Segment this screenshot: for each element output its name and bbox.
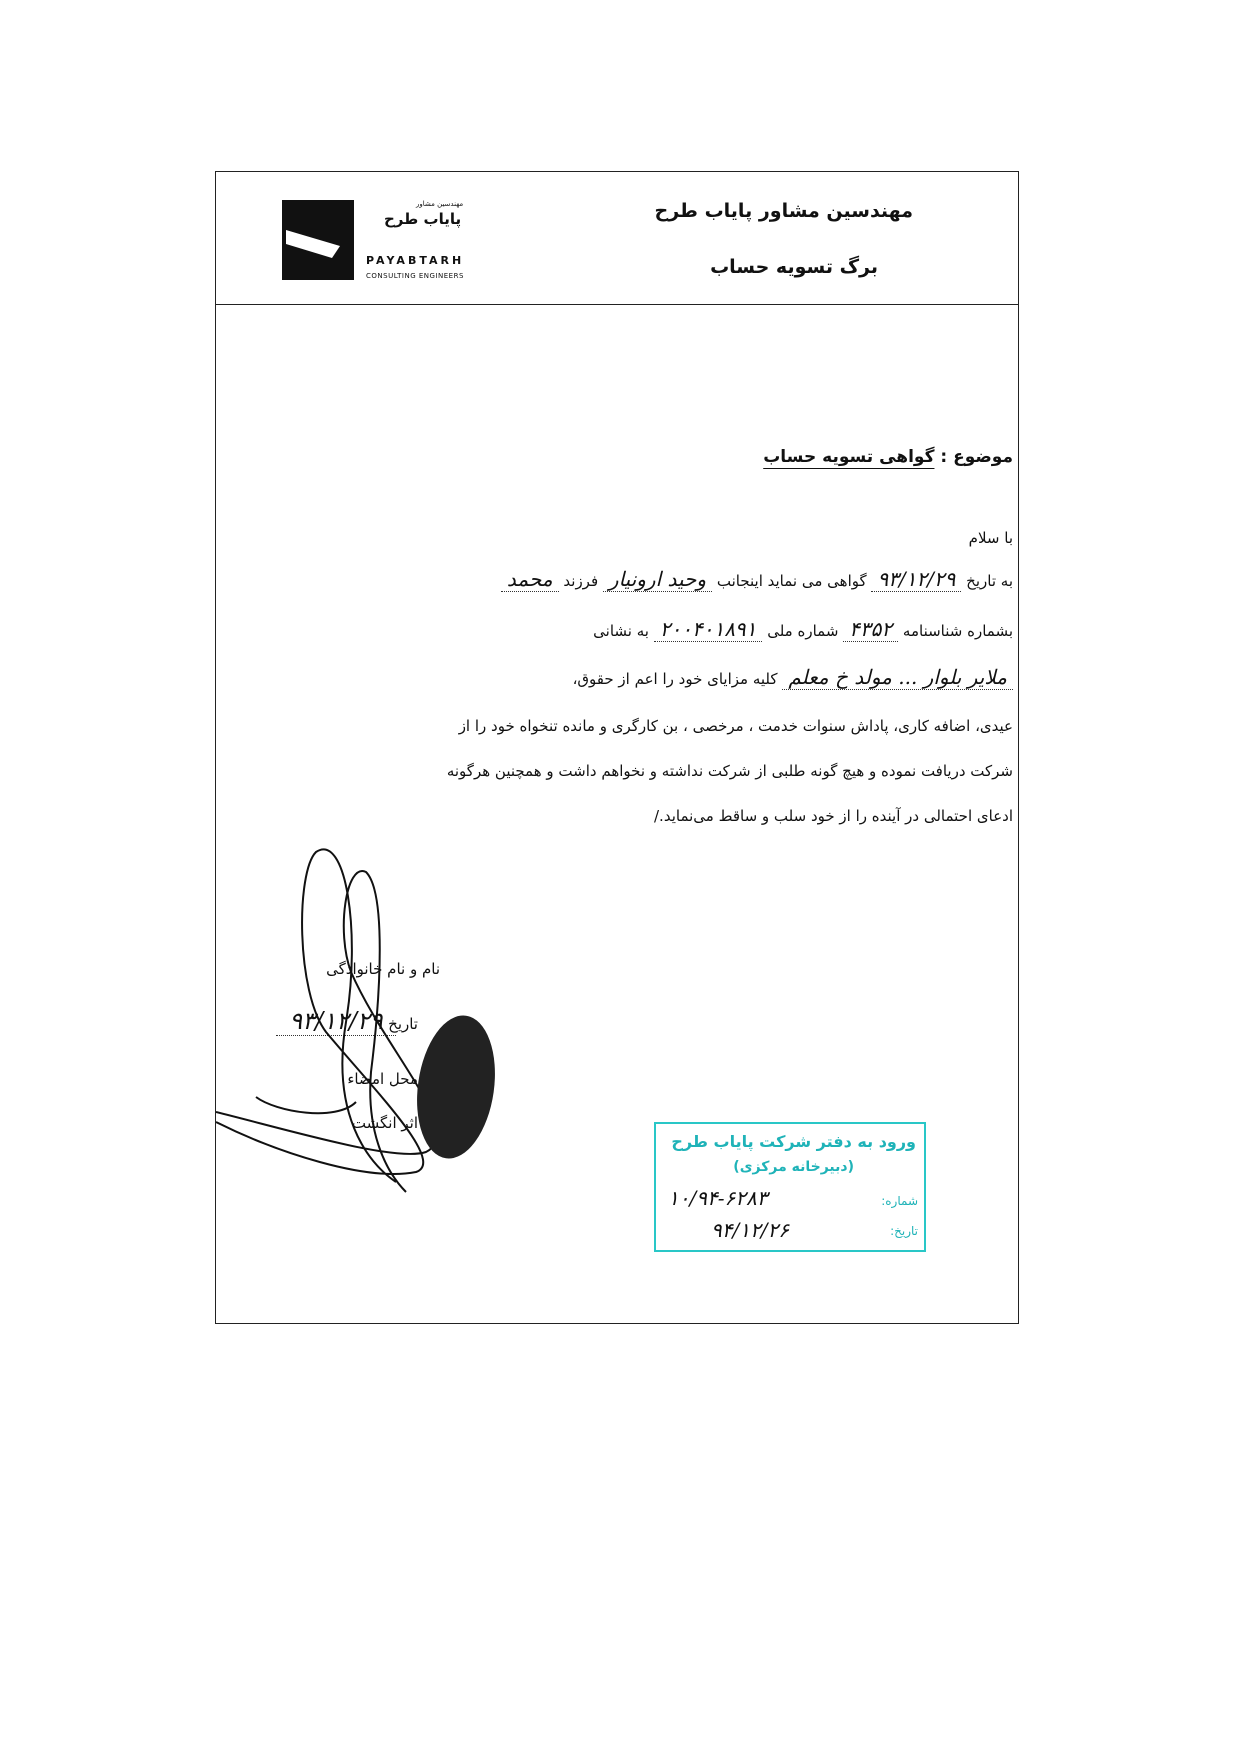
national-id-value: ۲۰۰۴۰۱۸۹۱	[654, 617, 763, 642]
certify-text: گواهی می نماید اینجانب	[716, 572, 867, 590]
stamp-title: ورود به دفتر شرکت پایاب طرح	[671, 1132, 916, 1151]
body-line-5: شرکت دریافت نموده و هیچ گونه طلبی از شرکت نداشته و نخواهم داشت و همچنین هرگونه	[446, 762, 1013, 780]
form-title: برگ تسویه حساب	[710, 256, 878, 278]
address-label: به نشانی	[593, 622, 649, 640]
body-line-6: ادعای احتمالی در آینده را از خود سلب و ساقط می‌نماید./	[654, 807, 1013, 825]
logo-persian-name: پایاب طرح	[384, 210, 462, 228]
logo-english-name: PAYABTARH	[366, 254, 465, 267]
father-name-value: محمد	[501, 567, 559, 592]
subject-label: موضوع :	[940, 447, 1013, 467]
signature-place-label: محل امضاء	[347, 1070, 418, 1088]
stamp-number-value: ۱۰/۹۴-۶۲۸۳	[668, 1186, 768, 1210]
stamp-number-label: شماره:	[881, 1194, 918, 1208]
address-value: ملایر بلوار ... مولد خ معلم	[782, 665, 1013, 690]
signature-date-value: ۹۳/۱۲/۲۹	[276, 1007, 396, 1036]
benefits-text: کلیه مزایای خود را اعم از حقوق،	[572, 670, 778, 688]
issue-date-value: ۹۳/۱۲/۲۹	[871, 567, 961, 592]
stamp-subtitle: (دبیرخانه مرکزی)	[733, 1159, 854, 1175]
company-name: مهندسین مشاور پایاب طرح	[654, 200, 913, 222]
stamp-date-value: ۹۴/۱۲/۲۶	[711, 1218, 789, 1242]
date-prefix: به تاریخ	[966, 572, 1013, 590]
child-of-label: فرزند	[563, 572, 599, 590]
greeting: با سلام	[968, 529, 1013, 547]
fingerprint-icon	[408, 1010, 503, 1163]
document-frame	[215, 171, 1019, 1324]
employee-name-value: وحید ارونیار	[603, 567, 712, 592]
logo-english-subtitle: CONSULTING ENGINEERS	[366, 272, 464, 280]
received-stamp	[654, 1122, 926, 1252]
id-label: بشماره شناسنامه	[902, 622, 1013, 640]
logo-persian-subtitle: مهندسین مشاور	[416, 200, 464, 208]
full-name-label: نام و نام خانوادگی	[326, 960, 440, 978]
signature-date-label: تاریخ	[388, 1015, 418, 1033]
national-id-label: شماره ملی	[767, 622, 839, 640]
stamp-date-label: تاریخ:	[890, 1224, 918, 1238]
subject-value: گواهی تسویه حساب	[763, 447, 935, 467]
fingerprint-label: اثر انگشت	[351, 1114, 418, 1132]
body-line-4: عیدی، اضافه کاری، پاداش سنوات خدمت ، مرخصی ، بن کارگری و مانده تنخواه خود را از	[458, 717, 1013, 735]
id-number-value: ۴۳۵۲	[843, 617, 898, 642]
